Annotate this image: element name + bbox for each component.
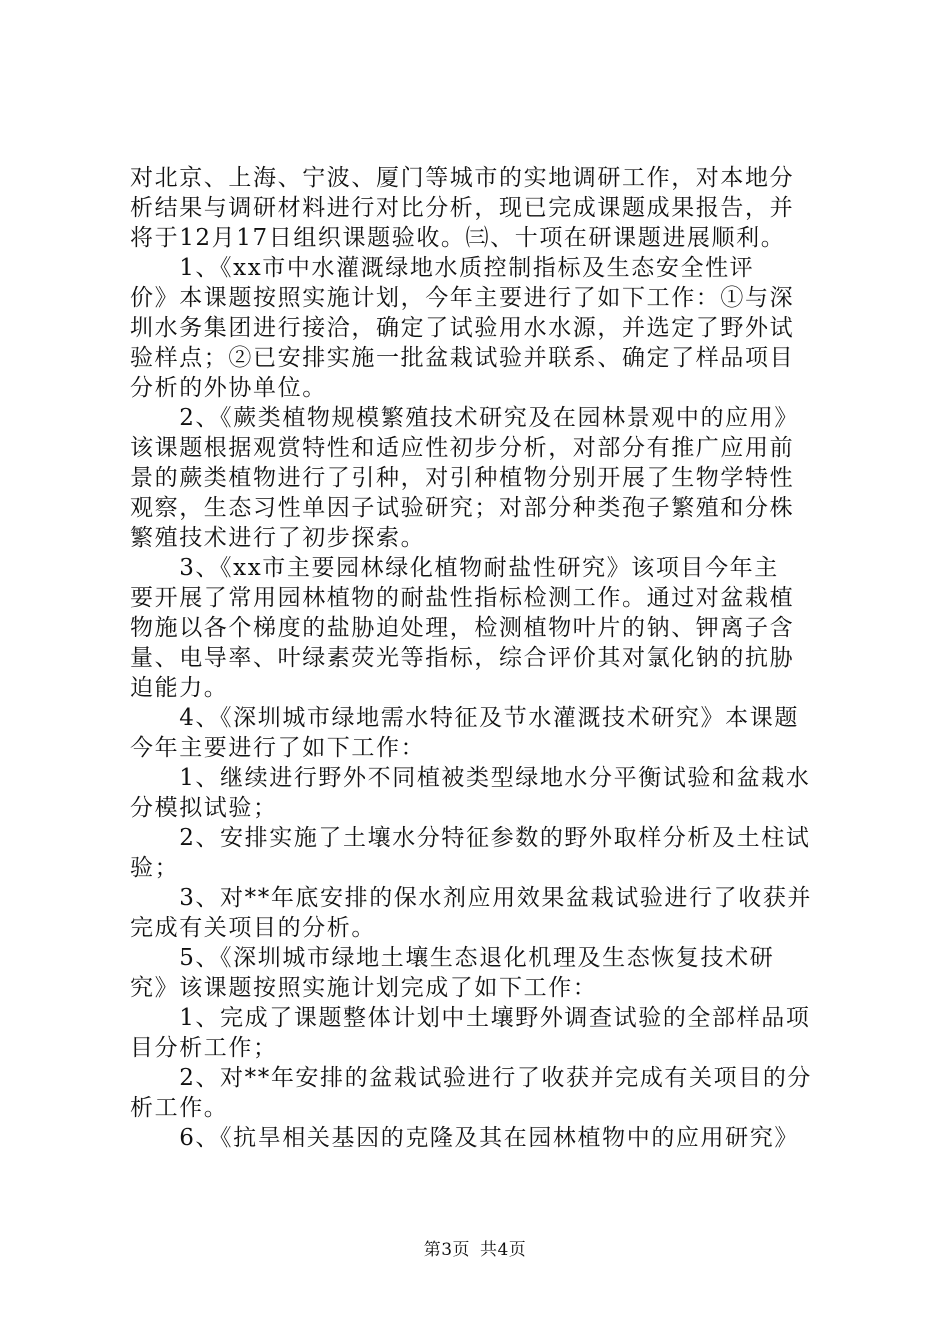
text-line: 1、《xx市中水灌溉绿地水质控制指标及生态安全性评 (130, 255, 755, 281)
text-line: 5、《深圳城市绿地土壤生态退化机理及生态恢复技术研 (130, 945, 775, 971)
text-line: 3、《xx市主要园林绿化植物耐盐性研究》该项目今年主 (130, 555, 779, 581)
text-line: 迫能力。 (130, 675, 229, 701)
text-line: 1、完成了课题整体计划中土壤野外调查试验的全部样品项 (130, 1005, 811, 1031)
text-line: 要开展了常用园林植物的耐盐性指标检测工作。通过对盆栽植 (130, 585, 795, 611)
text-line: 2、《蕨类植物规模繁殖技术研究及在园林景观中的应用》 (130, 405, 799, 431)
page-footer (0, 1235, 950, 1260)
text-line: 量、电导率、叶绿素荧光等指标，综合评价其对氯化钠的抗胁 (130, 645, 795, 671)
text-line: 究》该课题按照实施计划完成了如下工作： (130, 975, 598, 1001)
text-line: 今年主要进行了如下工作： (130, 735, 426, 761)
text-line: 2、安排实施了土壤水分特征参数的野外取样分析及土柱试 (130, 825, 811, 851)
text-line: 1、继续进行野外不同植被类型绿地水分平衡试验和盆栽水 (130, 765, 811, 791)
text-line: 析工作。 (130, 1095, 229, 1121)
text-line: 析结果与调研材料进行对比分析，现已完成课题成果报告，并 (130, 195, 795, 221)
document-body (130, 163, 830, 1153)
text-line: 物施以各个梯度的盐胁迫处理，检测植物叶片的钠、钾离子含 (130, 615, 795, 641)
text-line: 价》本课题按照实施计划，今年主要进行了如下工作：①与深 (130, 285, 795, 311)
text-line: 分模拟试验； (130, 795, 278, 821)
page-total: 共4页 (479, 1240, 527, 1260)
text-line: 4、《深圳城市绿地需水特征及节水灌溉技术研究》本课题 (130, 705, 799, 731)
text-line: 将于12月17日组织课题验收。㈢、十项在研课题进展顺利。 (130, 225, 786, 251)
text-line: 分析的外协单位。 (130, 375, 327, 401)
text-line: 观察，生态习性单因子试验研究；对部分种类孢子繁殖和分株 (130, 495, 795, 521)
text-line: 圳水务集团进行接洽，确定了试验用水水源，并选定了野外试 (130, 315, 795, 341)
text-line: 2、对**年安排的盆栽试验进行了收获并完成有关项目的分 (130, 1065, 813, 1091)
text-line: 验； (130, 855, 180, 881)
text-line: 目分析工作； (130, 1035, 278, 1061)
text-line: 3、对**年底安排的保水剂应用效果盆栽试验进行了收获并 (130, 885, 813, 911)
text-line: 验样点；②已安排实施一批盆栽试验并联系、确定了样品项目 (130, 345, 795, 371)
page-number: 第3页 (423, 1240, 471, 1260)
text-line: 完成有关项目的分析。 (130, 915, 376, 941)
text-line: 6、《抗旱相关基因的克隆及其在园林植物中的应用研究》 (130, 1125, 799, 1151)
text-line: 该课题根据观赏特性和适应性初步分析，对部分有推广应用前 (130, 435, 795, 461)
text-line: 景的蕨类植物进行了引种，对引种植物分别开展了生物学特性 (130, 465, 795, 491)
text-line: 对北京、上海、宁波、厦门等城市的实地调研工作，对本地分 (130, 165, 795, 191)
text-line: 繁殖技术进行了初步探索。 (130, 525, 426, 551)
